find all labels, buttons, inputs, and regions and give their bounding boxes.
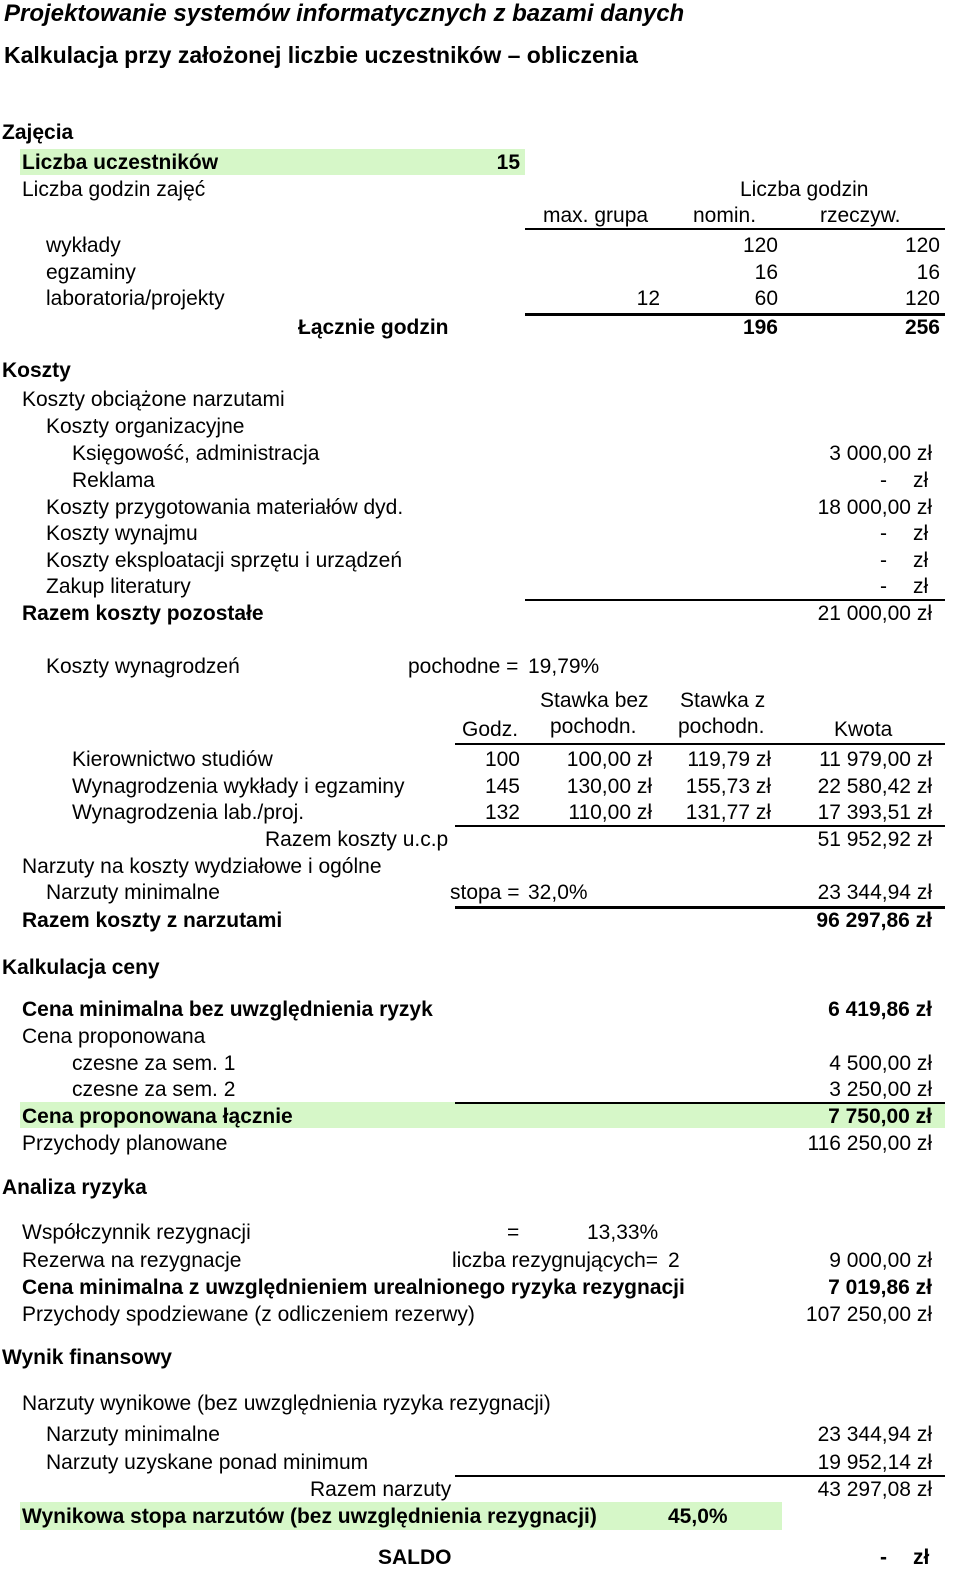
wyn-row-0-kwota: 11 979,00 zł xyxy=(819,748,932,771)
col-stawka-bez-1: Stawka bez xyxy=(540,689,649,712)
wyn-row-2-godz: 132 xyxy=(484,801,520,824)
narzuty-stopa-value: 32,0% xyxy=(528,881,588,904)
pochodne-label: pochodne = xyxy=(408,655,519,678)
cena-minimalna-value: 6 419,86 zł xyxy=(828,998,932,1021)
narzuty-stopa-label: stopa = xyxy=(450,881,520,904)
razem-pozostale-value: 21 000,00 zł xyxy=(817,602,932,625)
wspolczynnik-eq: = xyxy=(507,1221,520,1244)
rule-hours-total xyxy=(525,313,945,316)
col-stawka-z-2: pochodn. xyxy=(678,715,765,738)
row-egzaminy-rzeczyw: 16 xyxy=(916,261,940,284)
col-godz: Godz. xyxy=(462,718,519,741)
row-laboratoria-nomin: 60 xyxy=(754,287,778,310)
narzuty-minimalne-value: 23 344,94 zł xyxy=(817,881,932,904)
lacznie-godzin-nomin: 196 xyxy=(742,316,778,339)
przychody-planowane-value: 116 250,00 zł xyxy=(807,1132,932,1155)
row-egzaminy-nomin: 16 xyxy=(754,261,778,284)
col-liczba-godzin: Liczba godzin xyxy=(740,178,869,201)
przygotowanie-label: Koszty przygotowania materiałów dyd. xyxy=(46,496,404,519)
ksiegowosc-label: Księgowość, administracja xyxy=(72,442,320,465)
page-subtitle: Kalkulacja przy założonej liczbie uczestników – obliczenia xyxy=(4,42,638,68)
eksploatacja-unit: zł xyxy=(913,549,929,572)
wynikowa-stopa-label: Wynikowa stopa narzutów (bez uwzględnienia rezygnacji) xyxy=(22,1505,597,1528)
section-kalkulacja: Kalkulacja ceny xyxy=(2,956,160,979)
section-wynik: Wynik finansowy xyxy=(2,1346,172,1369)
przychody-spodziewane-value: 107 250,00 zł xyxy=(805,1303,932,1326)
sem1-value: 4 500,00 zł xyxy=(829,1052,932,1075)
cena-proponowana-lacznie-value: 7 750,00 zł xyxy=(828,1105,932,1128)
lacznie-godzin-label: Łącznie godzin xyxy=(298,316,449,339)
reklama-value: - xyxy=(880,469,887,492)
sem1-label: czesne za sem. 1 xyxy=(72,1052,236,1075)
przygotowanie-value: 18 000,00 zł xyxy=(817,496,932,519)
narzuty-ponad-label: Narzuty uzyskane ponad minimum xyxy=(46,1451,369,1474)
rule-razem-narzuty xyxy=(455,1475,945,1477)
row-laboratoria-max: 12 xyxy=(636,287,660,310)
wyn-row-0-bez: 100,00 zł xyxy=(566,748,652,771)
razem-narzuty-value: 43 297,08 zł xyxy=(817,1478,932,1501)
pochodne-value: 19,79% xyxy=(528,655,600,678)
liczba-godzin-label: Liczba godzin zajęć xyxy=(22,178,206,201)
cena-min-ryzyko-label: Cena minimalna z uwzględnieniem urealnionego ryzyka rezygnacji xyxy=(22,1276,685,1299)
reklama-label: Reklama xyxy=(72,469,155,492)
koszty-obciazone-label: Koszty obciążone narzutami xyxy=(22,388,285,411)
col-rzeczyw: rzeczyw. xyxy=(820,204,901,227)
liczba-uczestnikow-value: 15 xyxy=(496,151,520,174)
razem-z-narzutami-label: Razem koszty z narzutami xyxy=(22,909,283,932)
liczba-uczestnikow-label: Liczba uczestników xyxy=(22,151,219,174)
row-wyklady-label: wykłady xyxy=(46,234,121,257)
literatura-value: - xyxy=(880,575,887,598)
wyn-row-2-bez: 110,00 zł xyxy=(568,801,652,824)
wynajem-value: - xyxy=(880,522,887,545)
row-egzaminy-label: egzaminy xyxy=(46,261,136,284)
przychody-spodziewane-label: Przychody spodziewane (z odliczeniem rezerwy) xyxy=(22,1303,475,1326)
col-kwota: Kwota xyxy=(834,718,893,741)
wynik-narzuty-min-label: Narzuty minimalne xyxy=(46,1423,220,1446)
cena-proponowana-label: Cena proponowana xyxy=(22,1025,206,1048)
section-koszty: Koszty xyxy=(2,359,71,382)
rule-razem-ucp xyxy=(455,825,945,827)
razem-narzuty-label: Razem narzuty xyxy=(310,1478,452,1501)
wyn-row-2-label: Wynagrodzenia lab./proj. xyxy=(72,801,305,824)
wspolczynnik-label: Współczynnik rezygnacji xyxy=(22,1221,251,1244)
rule-hours-header xyxy=(525,228,945,230)
eksploatacja-label: Koszty eksploatacji sprzętu i urządzeń xyxy=(46,549,403,572)
reklama-unit: zł xyxy=(913,469,929,492)
liczba-rezygnujacych-label: liczba rezygnujących= xyxy=(452,1249,659,1272)
wyn-row-2-z: 131,77 zł xyxy=(685,801,771,824)
wynik-narzuty-min-value: 23 344,94 zł xyxy=(817,1423,932,1446)
wyn-row-0-godz: 100 xyxy=(484,748,520,771)
rule-cena-proponowana xyxy=(455,1102,945,1104)
wspolczynnik-value: 13,33% xyxy=(587,1221,659,1244)
narzuty-minimalne-label: Narzuty minimalne xyxy=(46,881,220,904)
wyn-row-2-kwota: 17 393,51 zł xyxy=(817,801,932,824)
col-nomin: nomin. xyxy=(693,204,757,227)
ksiegowosc-value: 3 000,00 zł xyxy=(829,442,932,465)
section-ryzyko: Analiza ryzyka xyxy=(2,1176,147,1199)
wynajem-unit: zł xyxy=(913,522,929,545)
saldo-unit: zł xyxy=(913,1546,930,1569)
eksploatacja-value: - xyxy=(880,549,887,572)
literatura-label: Zakup literatury xyxy=(46,575,191,598)
razem-ucp-label: Razem koszty u.c.p xyxy=(265,828,449,851)
wyn-row-0-z: 119,79 zł xyxy=(687,748,771,771)
saldo-value: - xyxy=(880,1546,887,1569)
wyn-row-1-label: Wynagrodzenia wykłady i egzaminy xyxy=(72,775,405,798)
cena-min-ryzyko-value: 7 019,86 zł xyxy=(828,1276,932,1299)
wynajem-label: Koszty wynajmu xyxy=(46,522,198,545)
narzuty-label: Narzuty na koszty wydziałowe i ogólne xyxy=(22,855,382,878)
col-stawka-bez-2: pochodn. xyxy=(550,715,637,738)
lacznie-godzin-rzeczyw: 256 xyxy=(904,316,940,339)
razem-pozostale-label: Razem koszty pozostałe xyxy=(22,602,264,625)
section-zajecia: Zajęcia xyxy=(2,121,74,144)
wyn-row-1-bez: 130,00 zł xyxy=(566,775,652,798)
rule-koszty-pozostale xyxy=(525,599,945,601)
wynagrodzenia-label: Koszty wynagrodzeń xyxy=(46,655,240,678)
cena-minimalna-label: Cena minimalna bez uwzględnienia ryzyk xyxy=(22,998,433,1021)
przychody-planowane-label: Przychody planowane xyxy=(22,1132,228,1155)
row-wyklady-rzeczyw: 120 xyxy=(904,234,940,257)
cena-proponowana-lacznie-label: Cena proponowana łącznie xyxy=(22,1105,293,1128)
saldo-label: SALDO xyxy=(378,1546,452,1569)
rule-wynagrodzenia-header xyxy=(455,743,945,745)
col-max-grupa: max. grupa xyxy=(543,204,649,227)
col-stawka-z-1: Stawka z xyxy=(680,689,766,712)
wyn-row-0-label: Kierownictwo studiów xyxy=(72,748,273,771)
row-laboratoria-label: laboratoria/projekty xyxy=(46,287,225,310)
sem2-label: czesne za sem. 2 xyxy=(72,1078,236,1101)
rezerwa-value: 9 000,00 zł xyxy=(829,1249,932,1272)
razem-z-narzutami-value: 96 297,86 zł xyxy=(816,909,932,932)
razem-ucp-value: 51 952,92 zł xyxy=(817,828,932,851)
row-wyklady-nomin: 120 xyxy=(742,234,778,257)
sem2-value: 3 250,00 zł xyxy=(829,1078,932,1101)
narzuty-wynikowe-label: Narzuty wynikowe (bez uwzględnienia ryzyka rezygnacji) xyxy=(22,1392,551,1415)
row-laboratoria-rzeczyw: 120 xyxy=(904,287,940,310)
wyn-row-1-godz: 145 xyxy=(484,775,520,798)
liczba-rezygnujacych-value: 2 xyxy=(668,1249,680,1272)
narzuty-ponad-value: 19 952,14 zł xyxy=(817,1451,932,1474)
rezerwa-label: Rezerwa na rezygnacje xyxy=(22,1249,242,1272)
wyn-row-1-kwota: 22 580,42 zł xyxy=(817,775,932,798)
koszty-organizacyjne-label: Koszty organizacyjne xyxy=(46,415,245,438)
literatura-unit: zł xyxy=(913,575,929,598)
wyn-row-1-z: 155,73 zł xyxy=(685,775,771,798)
wynikowa-stopa-value: 45,0% xyxy=(668,1505,728,1528)
page-title: Projektowanie systemów informatycznych z bazami danych xyxy=(4,0,685,27)
